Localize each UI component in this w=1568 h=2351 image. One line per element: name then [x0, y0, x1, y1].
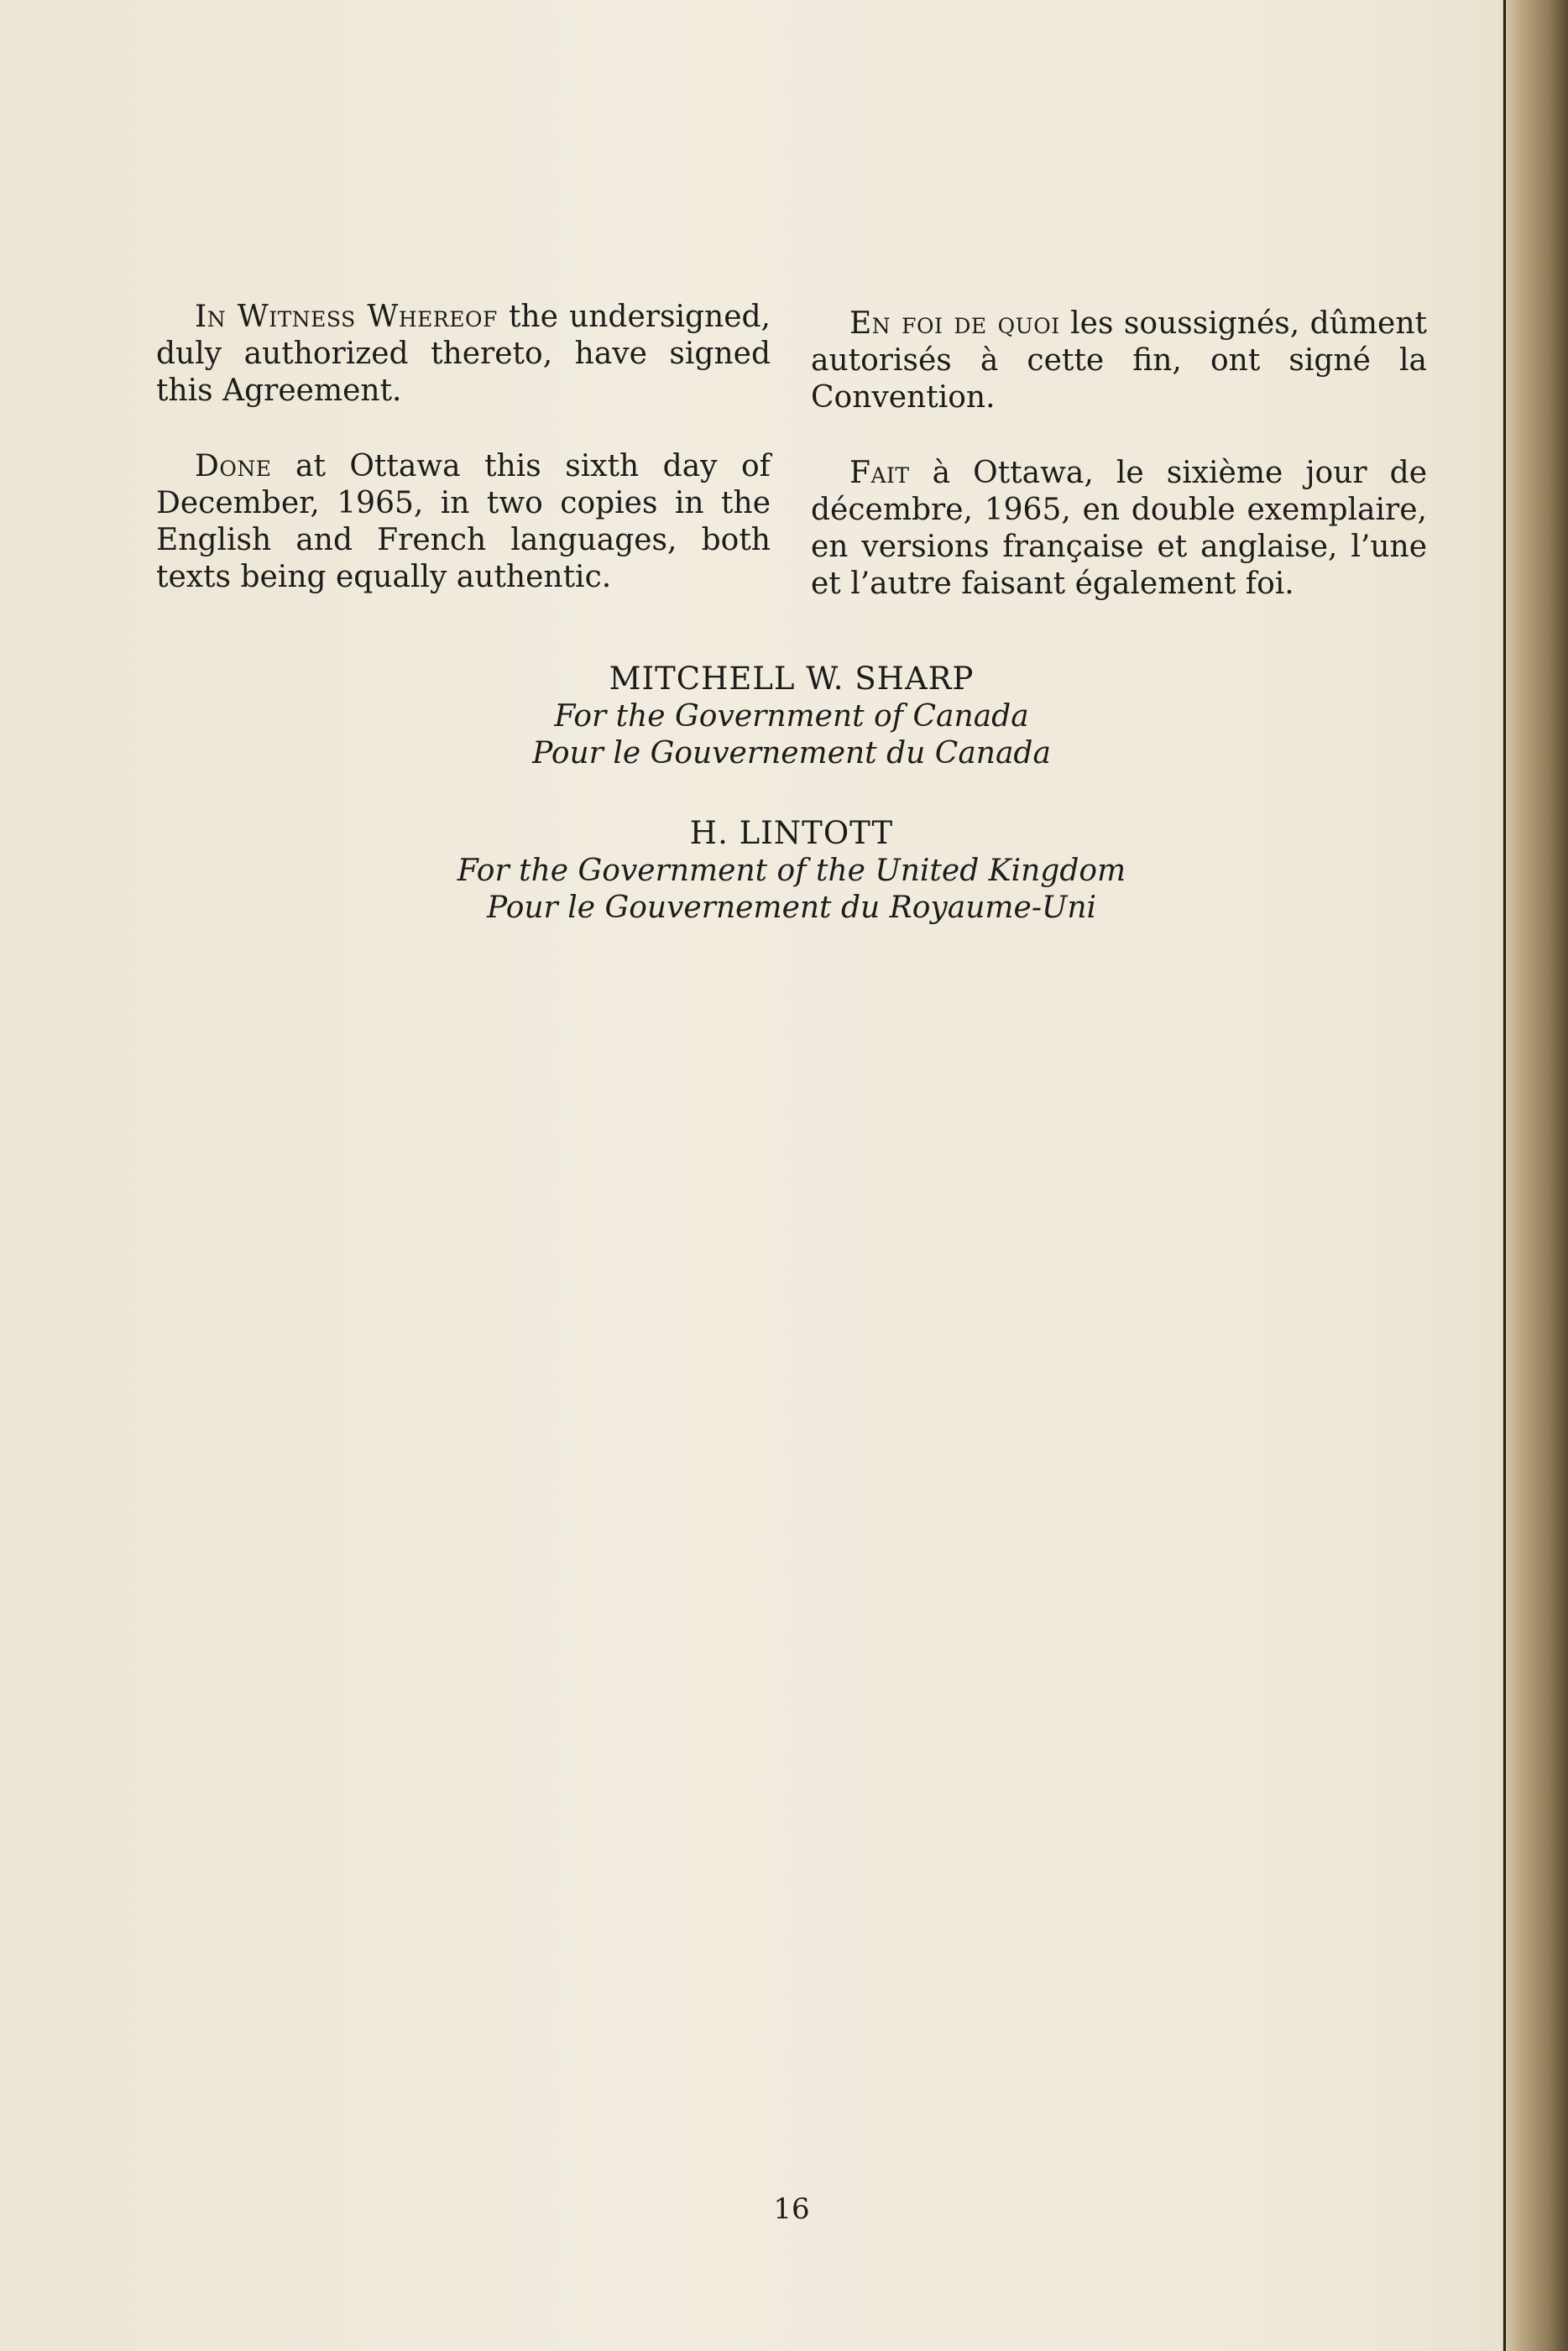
signatory-capacity-english: For the Government of the United Kingdom: [457, 854, 1126, 888]
french-witness-lead: En foi de quoi: [849, 306, 1060, 341]
signature-block-canada: [156, 660, 1427, 772]
signatory-name: H. LINTOTT: [689, 815, 894, 851]
english-witness-lead: In Witness Whereof: [195, 300, 498, 334]
french-done-lead: Fait: [849, 456, 910, 490]
page-number: 16: [773, 2192, 810, 2226]
english-witness-paragraph: [156, 299, 771, 410]
english-done-lead: Done: [195, 449, 272, 483]
english-done-text: at Ottawa this sixth day of December, 1965, in two copies in the English and French languages, both texts being equally authentic.: [156, 449, 771, 594]
english-column: [156, 299, 771, 635]
signatory-capacity-french: Pour le Gouvernement du Canada: [532, 736, 1051, 771]
french-witness-paragraph: [811, 306, 1427, 416]
french-done-paragraph: [811, 455, 1427, 603]
signatory-capacity-english: For the Government of Canada: [554, 699, 1029, 734]
french-done-text: à Ottawa, le sixième jour de décembre, 1965, en double exemplaire, en versions française et anglaise, l’une et l’autre faisant également foi.: [811, 456, 1427, 601]
signatory-capacity-french: Pour le Gouvernement du Royaume-Uni: [486, 891, 1097, 925]
signature-block-united-kingdom: [156, 814, 1427, 927]
english-done-paragraph: [156, 448, 771, 596]
book-binding-edge: [1503, 0, 1568, 2351]
signatory-name: MITCHELL W. SHARP: [609, 661, 975, 697]
english-witness-text: the undersigned, duly authorized thereto, have signed this Agreement.: [156, 300, 771, 408]
binding-shadow-line: [1503, 0, 1506, 2351]
french-column: [811, 306, 1427, 641]
french-witness-text: les soussignés, dûment autorisés à cette fin, ont signé la Convention.: [811, 306, 1428, 415]
